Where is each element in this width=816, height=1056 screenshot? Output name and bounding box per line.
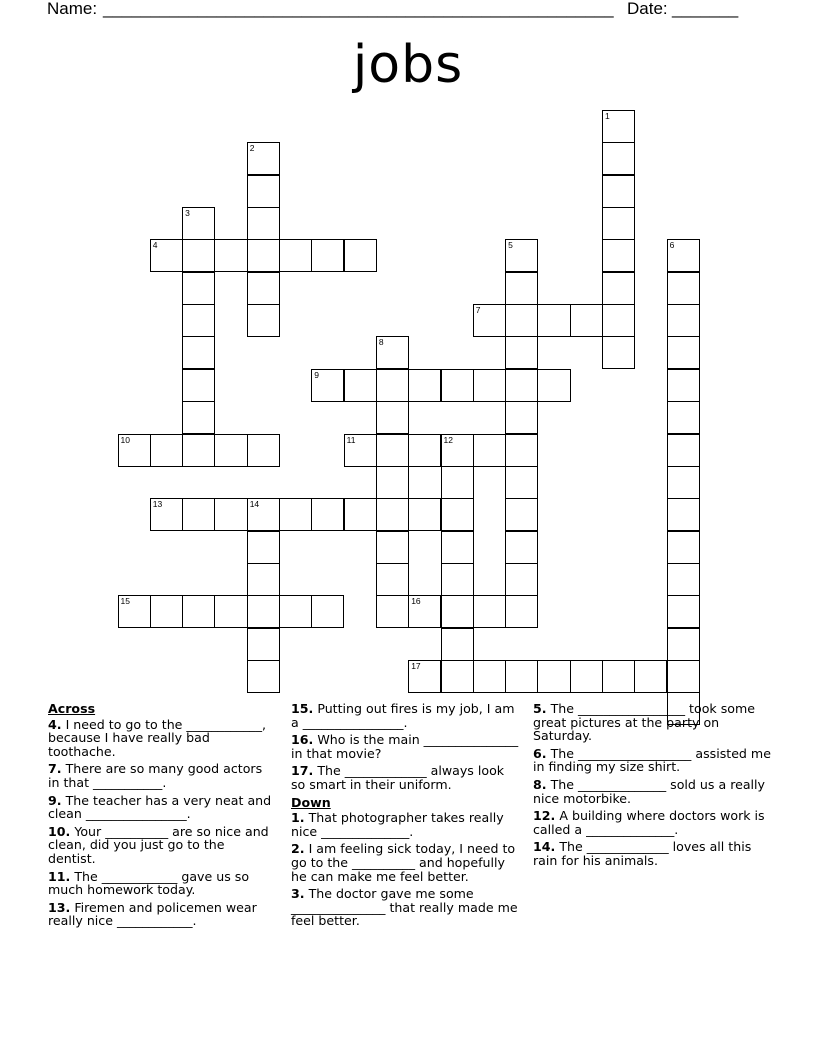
clue [533, 840, 773, 867]
grid-cell[interactable] [505, 304, 538, 337]
clue-number: 2 [249, 143, 255, 154]
grid-cell[interactable] [473, 434, 506, 467]
clue-number: 6. [533, 745, 547, 761]
grid-cell[interactable] [505, 531, 538, 564]
grid-cell[interactable] [667, 466, 700, 499]
grid-cell[interactable] [505, 563, 538, 596]
grid-cell[interactable] [376, 401, 409, 434]
grid-cell[interactable] [667, 239, 700, 272]
grid-cell[interactable] [311, 498, 344, 531]
grid-cell[interactable] [182, 595, 215, 628]
page-title: jobs [352, 35, 464, 95]
grid-cell[interactable] [118, 434, 151, 467]
grid-cell[interactable] [441, 434, 474, 467]
clue-number: 7. [48, 761, 62, 777]
grid-cell[interactable] [311, 369, 344, 402]
clue-number: 17 [411, 660, 421, 671]
grid-cell[interactable] [247, 498, 280, 531]
name-label: Name: [47, 0, 98, 18]
grid-cell[interactable] [505, 336, 538, 369]
clue-number: 3. [291, 886, 305, 902]
name-line: ______________________________________________________ [103, 0, 614, 18]
clue [533, 747, 773, 774]
clue-number: 4. [48, 716, 62, 732]
grid-cell[interactable] [667, 498, 700, 531]
grid-cell[interactable] [376, 498, 409, 531]
grid-cell[interactable] [247, 239, 280, 272]
clue-text: The _____________ loves all this rain for his animals. [533, 839, 752, 868]
grid-cell[interactable] [182, 498, 215, 531]
grid-cell[interactable] [602, 110, 635, 143]
clue [533, 778, 773, 805]
grid-cell[interactable] [602, 660, 635, 693]
clue-text: The __________________ assisted me in finding my size shirt. [533, 745, 771, 775]
grid-cell[interactable] [247, 660, 280, 693]
across-clue-list-continued [291, 702, 519, 792]
grid-cell[interactable] [150, 239, 183, 272]
clue-text: I need to go to the ____________, because I have really bad toothache. [48, 716, 267, 759]
grid-cell[interactable] [667, 595, 700, 628]
grid-cell[interactable] [408, 498, 441, 531]
clue-number: 9 [314, 369, 320, 380]
grid-cell[interactable] [150, 595, 183, 628]
clues-column-3 [533, 702, 773, 872]
grid-cell[interactable] [247, 304, 280, 337]
clue-number: 1. [291, 810, 305, 826]
grid-cell[interactable] [118, 595, 151, 628]
clues-column-2 [291, 702, 519, 932]
clue-number: 11. [48, 868, 71, 884]
grid-cell[interactable] [441, 498, 474, 531]
grid-cell[interactable] [667, 628, 700, 661]
across-clue-list [48, 718, 273, 928]
clue-text: Firemen and policemen wear really nice ____________. [48, 899, 257, 929]
grid-cell[interactable] [279, 239, 312, 272]
grid-cell[interactable] [505, 401, 538, 434]
clue-text: The ______________ sold us a really nice motorbike. [533, 776, 766, 806]
grid-cell[interactable] [441, 628, 474, 661]
grid-cell[interactable] [214, 498, 247, 531]
grid-cell[interactable] [344, 498, 377, 531]
grid-cell[interactable] [247, 595, 280, 628]
grid-cell[interactable] [441, 369, 474, 402]
grid-cell[interactable] [602, 336, 635, 369]
grid-cell[interactable] [182, 434, 215, 467]
grid-cell[interactable] [473, 369, 506, 402]
grid-cell[interactable] [505, 272, 538, 305]
grid-cell[interactable] [376, 369, 409, 402]
down-clue-list [291, 811, 519, 928]
clue-number: 8 [378, 337, 384, 348]
grid-cell[interactable] [376, 595, 409, 628]
grid-cell[interactable] [441, 563, 474, 596]
grid-cell[interactable] [311, 595, 344, 628]
clue [291, 811, 519, 838]
grid-cell[interactable] [408, 660, 441, 693]
date-label: Date: [627, 0, 668, 18]
clue-number: 13. [48, 899, 71, 915]
clue-number: 12 [443, 434, 453, 445]
grid-cell[interactable] [441, 466, 474, 499]
grid-cell[interactable] [247, 175, 280, 208]
grid-cell[interactable] [344, 434, 377, 467]
grid-cell[interactable] [634, 660, 667, 693]
grid-cell[interactable] [214, 239, 247, 272]
clues-column-1 [48, 702, 273, 932]
grid-cell[interactable] [667, 336, 700, 369]
clue-number: 16 [411, 596, 421, 607]
grid-cell[interactable] [667, 434, 700, 467]
grid-cell[interactable] [408, 595, 441, 628]
grid-cell[interactable] [182, 207, 215, 240]
grid-cell[interactable] [602, 175, 635, 208]
grid-cell[interactable] [602, 207, 635, 240]
clue [533, 809, 773, 836]
grid-cell[interactable] [311, 239, 344, 272]
clue [533, 702, 773, 743]
grid-cell[interactable] [182, 239, 215, 272]
grid-cell[interactable] [376, 563, 409, 596]
clue-number: 2. [291, 841, 305, 857]
grid-cell[interactable] [376, 466, 409, 499]
clue-number: 16. [291, 732, 314, 748]
clue-number: 7 [475, 305, 481, 316]
date-line: _______ [672, 0, 739, 18]
clue-number: 3 [185, 208, 190, 219]
grid-cell[interactable] [376, 531, 409, 564]
clue-number: 4 [152, 240, 158, 251]
clue-number: 17. [291, 763, 314, 779]
clue [48, 825, 273, 866]
clue-number: 10 [120, 434, 130, 445]
grid-cell[interactable] [473, 304, 506, 337]
grid-cell[interactable] [214, 434, 247, 467]
grid-cell[interactable] [247, 531, 280, 564]
grid-cell[interactable] [537, 304, 570, 337]
clue-number: 10. [48, 823, 71, 839]
grid-cell[interactable] [602, 304, 635, 337]
down-heading: Down [291, 794, 331, 810]
grid-cell[interactable] [182, 304, 215, 337]
clue-text: Your __________ are so nice and clean, did you just go to the dentist. [48, 823, 269, 866]
clue-number: 13 [152, 499, 163, 510]
grid-cell[interactable] [247, 434, 280, 467]
grid-cell[interactable] [505, 660, 538, 693]
grid-cell[interactable] [408, 369, 441, 402]
clue-text: The _____________ always look so smart in their uniform. [291, 763, 505, 792]
clue-number: 5. [533, 701, 547, 716]
grid-cell[interactable] [182, 272, 215, 305]
clue-text: I am feeling sick today, I need to go to the __________ and hopefully he can make me feel better. [291, 841, 516, 884]
clue [291, 733, 519, 760]
clue [291, 842, 519, 883]
grid-cell[interactable] [505, 434, 538, 467]
grid-cell[interactable] [279, 595, 312, 628]
grid-cell[interactable] [667, 401, 700, 434]
grid-cell[interactable] [667, 272, 700, 305]
clue-text: The doctor gave me some _______________ that really made me feel better. [291, 886, 518, 929]
clue-number: 9. [48, 792, 62, 808]
grid-cell[interactable] [150, 498, 183, 531]
clue-number: 15. [291, 701, 314, 716]
grid-cell[interactable] [505, 369, 538, 402]
grid-cell[interactable] [667, 660, 700, 693]
clue-number: 1 [605, 111, 610, 121]
clue [48, 762, 273, 789]
clue-text: Who is the main _______________ in that movie? [291, 732, 519, 761]
grid-cell[interactable] [247, 142, 280, 175]
grid-cell[interactable] [667, 304, 700, 337]
clue-text: That photographer takes really nice ______________. [291, 810, 504, 839]
grid-cell[interactable] [247, 628, 280, 661]
clue [48, 718, 273, 759]
grid-cell[interactable] [602, 239, 635, 272]
grid-cell[interactable] [150, 434, 183, 467]
clue [291, 887, 519, 928]
clue-number: 8. [533, 776, 547, 792]
clue-number: 11 [346, 434, 356, 445]
grid-cell[interactable] [247, 272, 280, 305]
grid-cell[interactable] [473, 660, 506, 693]
clue-text: There are so many good actors in that ___________. [48, 761, 263, 790]
clue [291, 764, 519, 791]
grid-cell[interactable] [602, 142, 635, 175]
clue-number: 14 [249, 499, 260, 510]
grid-cell[interactable] [344, 369, 377, 402]
clue-text: The _________________ took some great pictures at the party on Saturday. [533, 701, 755, 744]
across-heading: Across [48, 701, 96, 716]
grid-cell[interactable] [247, 563, 280, 596]
grid-cell[interactable] [441, 531, 474, 564]
grid-cell[interactable] [214, 595, 247, 628]
clue-number: 14. [533, 839, 556, 855]
grid-cell[interactable] [505, 239, 538, 272]
grid-cell[interactable] [441, 660, 474, 693]
grid-cell[interactable] [376, 434, 409, 467]
clue [291, 702, 519, 729]
clue-number: 6 [669, 240, 675, 251]
grid-cell[interactable] [602, 272, 635, 305]
clue [48, 901, 273, 928]
clue-number: 12. [533, 808, 556, 824]
grid-cell[interactable] [473, 595, 506, 628]
clue-text: The teacher has a very neat and clean ________________. [48, 792, 272, 822]
clue-text: The ____________ gave us so much homework today. [48, 868, 250, 898]
grid-cell[interactable] [505, 466, 538, 499]
clue [48, 794, 273, 821]
grid-cell[interactable] [344, 239, 377, 272]
clue-number: 15 [120, 596, 130, 607]
grid-cell[interactable] [279, 498, 312, 531]
grid-cell[interactable] [182, 401, 215, 434]
grid-cell[interactable] [537, 369, 570, 402]
clue-text: Putting out fires is my job, I am a ________________. [291, 701, 515, 730]
clue-text: A building where doctors work is called a ______________. [533, 808, 765, 837]
grid-cell[interactable] [408, 434, 441, 467]
grid-cell[interactable] [537, 660, 570, 693]
grid-cell[interactable] [667, 531, 700, 564]
grid-cell[interactable] [376, 336, 409, 369]
grid-cell[interactable] [570, 660, 603, 693]
clue-number: 5 [508, 240, 513, 251]
grid-cell[interactable] [182, 336, 215, 369]
grid-cell[interactable] [667, 563, 700, 596]
grid-cell[interactable] [247, 207, 280, 240]
clue [48, 870, 273, 897]
grid-cell[interactable] [570, 304, 603, 337]
grid-cell[interactable] [505, 595, 538, 628]
grid-cell[interactable] [667, 369, 700, 402]
grid-cell[interactable] [441, 595, 474, 628]
grid-cell[interactable] [182, 369, 215, 402]
down-clue-list-continued [533, 702, 773, 868]
grid-cell[interactable] [505, 498, 538, 531]
